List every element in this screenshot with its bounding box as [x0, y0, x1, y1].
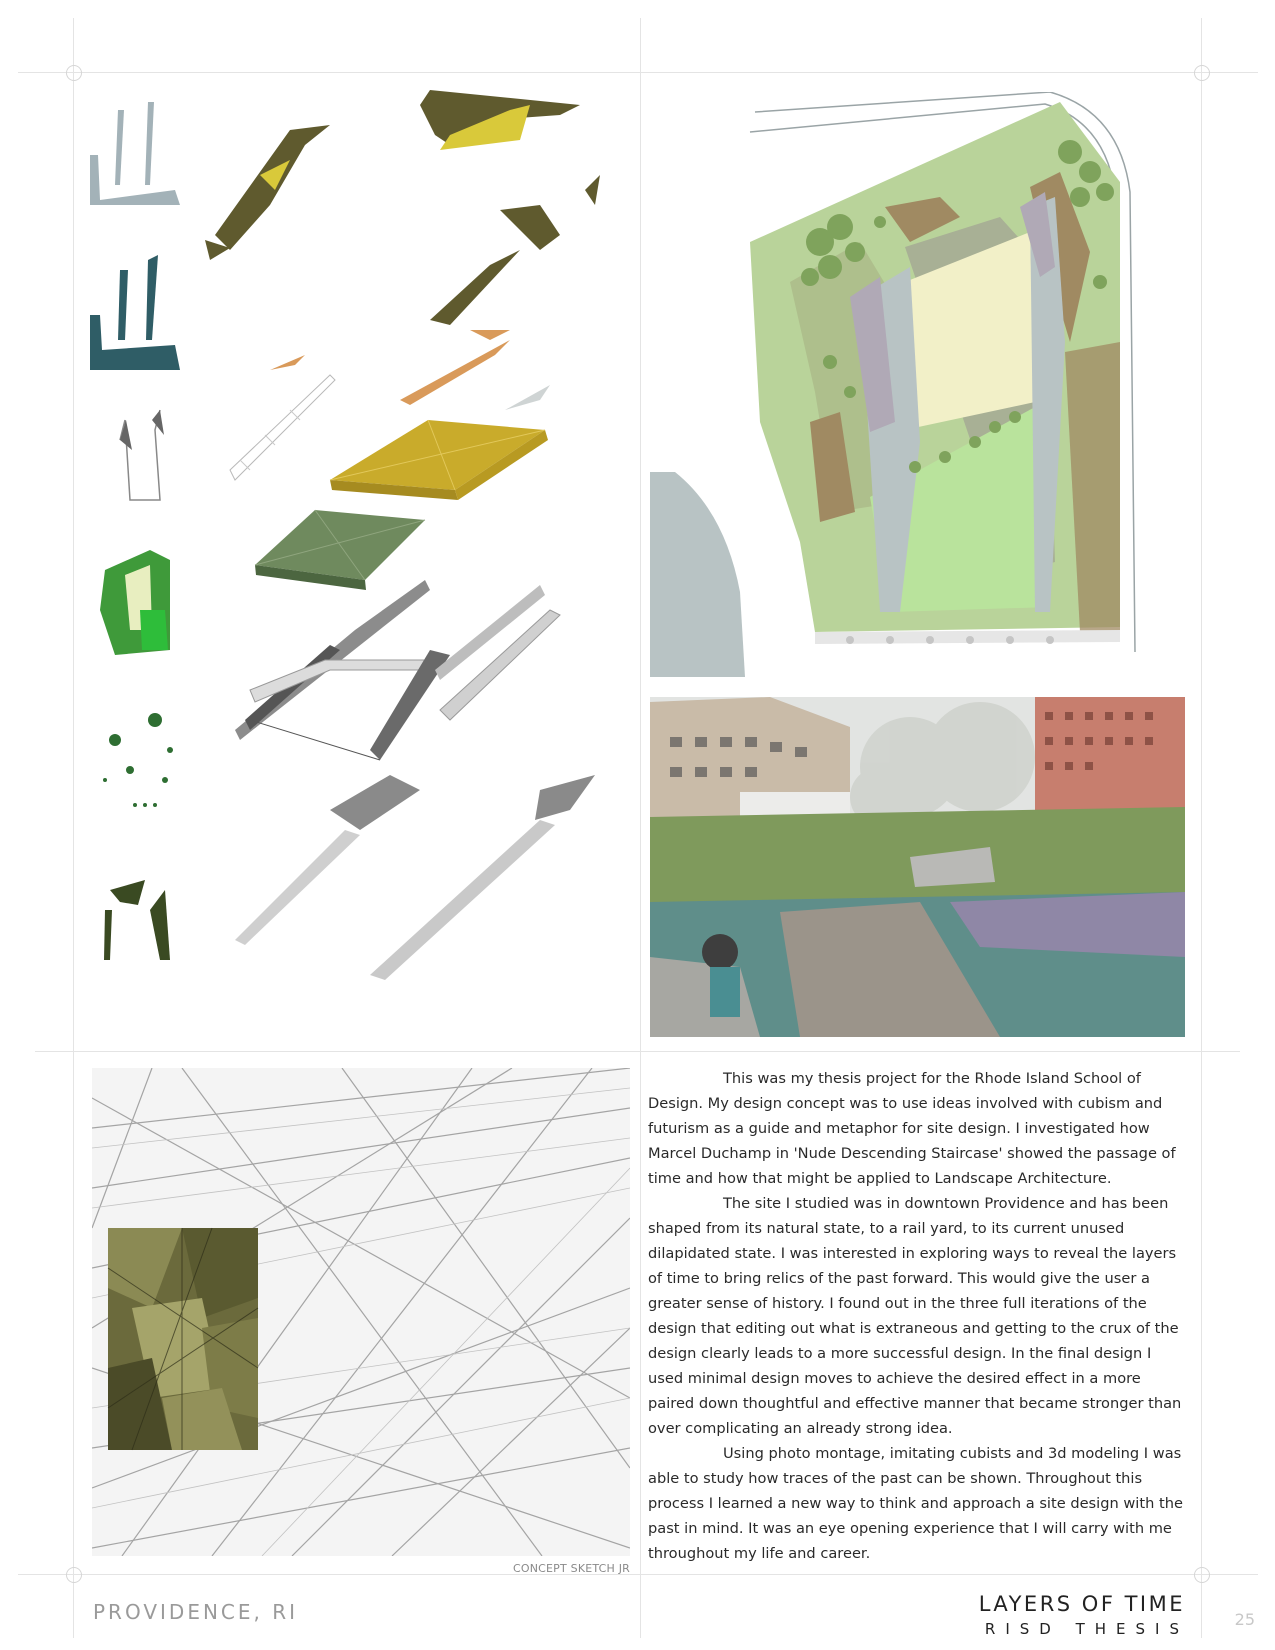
- guide-bottom: [18, 1574, 1258, 1575]
- page-number: 25: [1234, 1610, 1255, 1629]
- concept-sketch: [92, 1068, 630, 1556]
- guide-center: [640, 18, 641, 1638]
- crop-mark-bottom-right: [1194, 1567, 1210, 1583]
- layer-timber-ramps: [235, 775, 595, 980]
- cubist-painting-inset: [108, 1228, 258, 1450]
- person-figure: [702, 934, 738, 970]
- guide-right: [1201, 18, 1202, 1638]
- paragraph-site: The site I studied was in downtown Providence and has been shaped from its natural state, to a rail yard, to its current unused dilapidated state. I was interested in exploring ways to reveal the layers of time to bring relics of the past forward. This would give the user a greater sense of history. I found out in the three full iterations of the design that editing out what is extraneous and getting to the crux of the design clearly leads to a more successful design. In the final design I used minimal design moves to achieve the desired effect in a more paired down thoughtful and effective manner that became stronger than over complicating an already strong idea.: [648, 1195, 1182, 1437]
- layer-orange-strips: [270, 330, 550, 410]
- crop-mark-top-left: [66, 65, 82, 81]
- guide-middle: [35, 1051, 1240, 1052]
- thumbnail-green-plan: [100, 550, 170, 655]
- site-plan: [650, 92, 1180, 677]
- exploded-layer-diagrams: [90, 90, 630, 1020]
- layer-yellow-slab: [330, 420, 548, 500]
- concept-sketch-caption: CONCEPT SKETCH JR: [512, 1562, 630, 1575]
- layer-grid-strip: [230, 375, 335, 480]
- thumbnail-dark-pieces: [104, 880, 170, 960]
- crop-mark-top-right: [1194, 65, 1210, 81]
- thumbnail-trees-plan: [103, 713, 173, 807]
- thesis-description: [648, 1066, 1188, 1566]
- layer-stair-structures: [235, 580, 560, 760]
- footer-subtitle: RISD THESIS: [984, 1620, 1189, 1638]
- guide-top: [18, 72, 1258, 73]
- crop-mark-bottom-left: [66, 1567, 82, 1583]
- footer-title: LAYERS OF TIME: [978, 1592, 1185, 1616]
- stone-gabion: [950, 892, 1185, 957]
- layer-olive-upper: [205, 90, 600, 325]
- thumbnail-wire-section: [120, 410, 164, 500]
- guide-left: [73, 18, 74, 1638]
- photo-montage-rendering: [650, 697, 1185, 1037]
- thumbnail-teal-section: [90, 255, 180, 370]
- footer-location: PROVIDENCE, RI: [93, 1600, 299, 1624]
- paragraph-process: Using photo montage, imitating cubists and 3d modeling I was able to study how traces of the past can be shown. Throughout this process I learned a new way to think and approach a site design with the past in mind. It was an eye opening experience that I will carry with me throughout my life and career.: [648, 1445, 1183, 1562]
- layer-green-slab: [255, 510, 425, 590]
- paragraph-intro: This was my thesis project for the Rhode Island School of Design. My design concept was to use ideas involved with cubism and futurism as a guide and metaphor for site design. I investigated how Marcel Duchamp in 'Nude Descending Staircase' showed the passage of time and how that might be applied to Landscape Architecture.: [648, 1070, 1176, 1187]
- thumbnail-grey-section: [90, 102, 180, 205]
